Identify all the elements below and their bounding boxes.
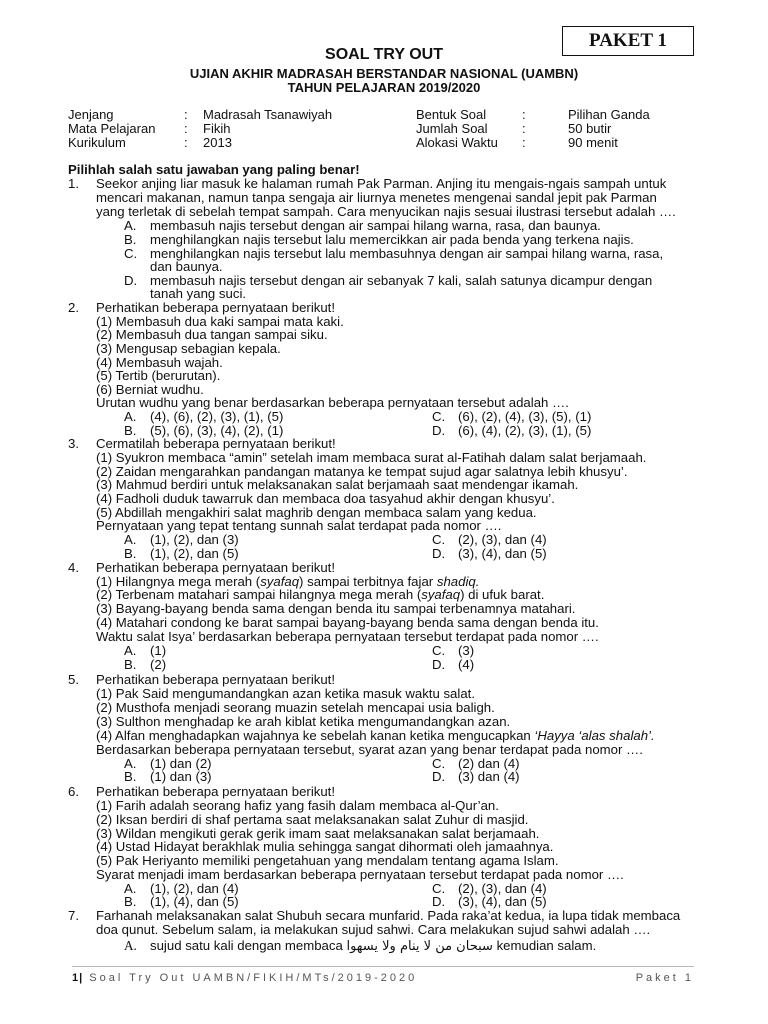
option-letter: D.	[432, 546, 446, 561]
statement: (3) Bayang-bayang benda sama dengan benda itu sampai terbenamnya matahari.	[96, 601, 576, 616]
page-footer	[72, 972, 694, 984]
option-letter: B.	[124, 894, 137, 909]
option-letter: A.	[124, 643, 137, 658]
option-text: (1), (2), dan (5)	[150, 546, 239, 561]
statement: (5) Abdillah mengakhiri salat maghrib dengan membaca salam yang kedua.	[96, 505, 537, 520]
meta-colon: :	[184, 121, 188, 136]
statement: (4) Matahari condong ke barat sampai bayang-bayang benda sama dengan benda itu.	[96, 615, 599, 630]
option-text: (1)	[150, 643, 167, 658]
statement: (1) Pak Said mengumandangkan azan ketika masuk waktu salat.	[96, 686, 475, 701]
option-letter: A.	[124, 756, 137, 771]
statement: (2) Membasuh dua tangan sampai siku.	[96, 327, 328, 342]
statement: (2) Terbenam matahari sampai hilangnya mega merah (syafaq) di ufuk barat.	[96, 587, 545, 602]
meta-colon: :	[522, 135, 526, 150]
option-letter: B.	[124, 423, 137, 438]
question-text: Seekor anjing liar masuk ke halaman rumah Pak Parman. Anjing itu mengais-ngais sampah untuk	[96, 176, 667, 191]
statement: (5) Tertib (berurutan).	[96, 368, 221, 383]
question-number: 4.	[68, 560, 79, 575]
statement: (3) Mahmud berdiri untuk melaksanakan salat berjamaah saat mendengar ikamah.	[96, 477, 579, 492]
statement: (2) Musthofa menjadi seorang muazin setelah mencapai usia baligh.	[96, 700, 495, 715]
meta-value: Pilihan Ganda	[568, 107, 650, 122]
question-number: 1.	[68, 176, 79, 191]
option-text: (4), (6), (2), (3), (1), (5)	[150, 409, 284, 424]
meta-colon: :	[522, 121, 526, 136]
meta-value: 90 menit	[568, 135, 618, 150]
question-text: Berdasarkan beberapa pernyataan tersebut, syarat azan yang benar terdapat pada nomor ….	[96, 742, 643, 757]
meta-label: Alokasi Waktu	[416, 135, 498, 150]
question-text: yang terletak di sebelah tempat sampah. Cara menyucikan najis sesuai ilustrasi tersebut adalah ….	[96, 204, 676, 219]
question-text: Farhanah melaksanakan salat Shubuh secara munfarid. Pada raka’at kedua, ia lupa tidak membaca	[96, 908, 681, 923]
footer-separator: |	[79, 972, 84, 984]
option-letter: D.	[432, 894, 446, 909]
footer-text: Soal Try Out UAMBN/FIKIH/MTs/2019-2020	[89, 972, 418, 984]
option-letter: C.	[432, 532, 446, 547]
instruction: Pilihlah salah satu jawaban yang paling benar!	[68, 162, 360, 177]
meta-colon: :	[184, 135, 188, 150]
option-text: (1) dan (2)	[150, 756, 212, 771]
option-text: (3), (4), dan (5)	[458, 546, 547, 561]
arabic-text: سبحان من لا ينام ولا يسهوا	[346, 939, 493, 954]
statement: (3) Mengusap sebagian kepala.	[96, 341, 281, 356]
option-text: (3)	[458, 643, 475, 658]
statement: (2) Zaidan mengarahkan pandangan matanya ke tempat sujud agar salatnya lebih khusyu’.	[96, 464, 628, 479]
footer-divider	[72, 966, 694, 967]
meta-value: Madrasah Tsanawiyah	[203, 107, 333, 122]
question-text: mencari makanan, namun tanpa sengaja air liurnya menetes mengenai sandal jepit pak Parman	[96, 190, 657, 205]
meta-colon: :	[184, 107, 188, 122]
question-number: 6.	[68, 784, 79, 799]
option-letter: D.	[432, 423, 446, 438]
question-text: Perhatikan beberapa pernyataan berikut!	[96, 300, 336, 315]
statement: (2) Iksan berdiri di shaf pertama saat melaksanakan salat Zuhur di masjid.	[96, 812, 529, 827]
question-text: Syarat menjadi imam berdasarkan beberapa pernyataan tersebut terdapat pada nomor ….	[96, 867, 624, 882]
option-text: dan baunya.	[150, 259, 223, 274]
statement: (6) Berniat wudhu.	[96, 382, 204, 397]
meta-label: Mata Pelajaran	[68, 121, 156, 136]
option-letter: C.	[432, 756, 446, 771]
statement: (1) Farih adalah seorang hafiz yang fasih dalam membaca al-Qur’an.	[96, 798, 499, 813]
statement: (4) Membasuh wajah.	[96, 355, 223, 370]
option-text: sujud satu kali dengan membaca سبحان من لا ينام ولا يسهوا kemudian salam.	[150, 938, 597, 954]
option-letter: B.	[124, 769, 137, 784]
question-text: Urutan wudhu yang benar berdasarkan beberapa pernyataan tersebut adalah ….	[96, 395, 569, 410]
option-text: (1), (2), dan (4)	[150, 881, 239, 896]
option-text: menghilangkan najis tersebut lalu membasuhnya dengan air sampai hilang warna, rasa,	[150, 246, 664, 261]
option-text: membasuh najis tersebut dengan air sebanyak 7 kali, salah satunya dicampur dengan	[150, 273, 653, 288]
option-letter: C.	[432, 409, 446, 424]
option-letter: C.	[432, 643, 446, 658]
option-text: (2) dan (4)	[458, 756, 520, 771]
question-number: 7.	[68, 908, 79, 923]
option-text: tanah yang suci.	[150, 286, 247, 301]
question-number: 2.	[68, 300, 79, 315]
meta-label: Bentuk Soal	[416, 107, 487, 122]
meta-label: Jenjang	[68, 107, 114, 122]
paket-label-box: PAKET 1	[562, 26, 694, 56]
statement: (3) Sulthon menghadap ke arah kiblat ketika mengumandangkan azan.	[96, 714, 511, 729]
option-letter: B.	[124, 232, 137, 247]
option-text: (6), (4), (2), (3), (1), (5)	[458, 423, 592, 438]
option-text: (2), (3), dan (4)	[458, 881, 547, 896]
footer-paket: Paket 1	[635, 972, 694, 984]
doc-title: SOAL TRY OUT	[325, 46, 443, 63]
question-text: Waktu salat Isya’ berdasarkan beberapa pernyataan tersebut terdapat pada nomor ….	[96, 629, 599, 644]
option-letter: A.	[124, 218, 137, 233]
doc-subtitle: UJIAN AKHIR MADRASAH BERSTANDAR NASIONAL (UAMBN)	[189, 66, 579, 81]
option-letter: B.	[124, 657, 137, 672]
option-text: (3), (4), dan (5)	[458, 894, 547, 909]
option-text: (3) dan (4)	[458, 769, 520, 784]
meta-value: Fikih	[203, 121, 231, 136]
question-text: Cermatilah beberapa pernyataan berikut!	[96, 436, 336, 451]
option-text: (1) dan (3)	[150, 769, 212, 784]
option-letter: D.	[432, 769, 446, 784]
option-letter: C.	[124, 246, 138, 261]
statement: (4) Ustad Hidayat berakhlak mulia sehingga sangat dihormati oleh jamaahnya.	[96, 839, 554, 854]
meta-label: Jumlah Soal	[416, 121, 488, 136]
meta-value: 50 butir	[568, 121, 612, 136]
option-letter: A.	[124, 881, 137, 896]
statement: (4) Fadholi duduk tawarruk dan membaca doa tasyahud akhir dengan khusyu’.	[96, 491, 555, 506]
option-letter: D.	[124, 273, 138, 288]
meta-value: 2013	[203, 135, 232, 150]
statement: (5) Pak Heriyanto memiliki pengetahuan yang mendalam tentang agama Islam.	[96, 853, 559, 868]
page-number: 1	[72, 972, 80, 984]
option-letter: C.	[432, 881, 446, 896]
meta-label: Kurikulum	[68, 135, 126, 150]
option-text: (2), (3), dan (4)	[458, 532, 547, 547]
option-letter: B.	[124, 546, 137, 561]
question-text: doa qunut. Sebelum salam, ia melakukan sujud sahwi. Cara melakukan sujud sahwi adalah ….	[96, 922, 651, 937]
option-letter: D.	[432, 657, 446, 672]
option-text: menghilangkan najis tersebut lalu memercikkan air pada benda yang terkena najis.	[150, 232, 634, 247]
statement: (1) Membasuh dua kaki sampai mata kaki.	[96, 314, 344, 329]
question-number: 5.	[68, 672, 79, 687]
question-text: Perhatikan beberapa pernyataan berikut!	[96, 560, 336, 575]
question-text: Perhatikan beberapa pernyataan berikut!	[96, 784, 336, 799]
option-text: (2)	[150, 657, 167, 672]
meta-colon: :	[522, 107, 526, 122]
statement: (1) Syukron membaca “amin” setelah imam membaca surat al-Fatihah dalam salat berjamaah.	[96, 450, 647, 465]
option-text: (4)	[458, 657, 475, 672]
statement: (1) Hilangnya mega merah (syafaq) sampai terbitnya fajar shadiq.	[96, 574, 480, 589]
option-text: membasuh najis tersebut dengan air sampai hilang warna, rasa, dan baunya.	[150, 218, 601, 233]
option-letter: A.	[124, 409, 137, 424]
question-text: Perhatikan beberapa pernyataan berikut!	[96, 672, 336, 687]
statement: (4) Alfan menghadapkan wajahnya ke sebelah kanan ketika mengucapkan ‘Hayya ‘alas shalah’.	[96, 728, 655, 743]
question-text: Pernyataan yang tepat tentang sunnah salat terdapat pada nomor ….	[96, 518, 502, 533]
question-number: 3.	[68, 436, 79, 451]
doc-year: TAHUN PELAJARAN 2019/2020	[287, 80, 481, 95]
option-text: (1), (4), dan (5)	[150, 894, 239, 909]
option-text: (1), (2), dan (3)	[150, 532, 239, 547]
option-letter: A.	[124, 532, 137, 547]
option-letter: A.	[124, 938, 137, 953]
statement: (3) Wildan mengikuti gerak gerik imam saat melaksanakan salat berjamaah.	[96, 826, 540, 841]
option-text: (6), (2), (4), (3), (5), (1)	[458, 409, 592, 424]
option-text: (5), (6), (3), (4), (2), (1)	[150, 423, 284, 438]
